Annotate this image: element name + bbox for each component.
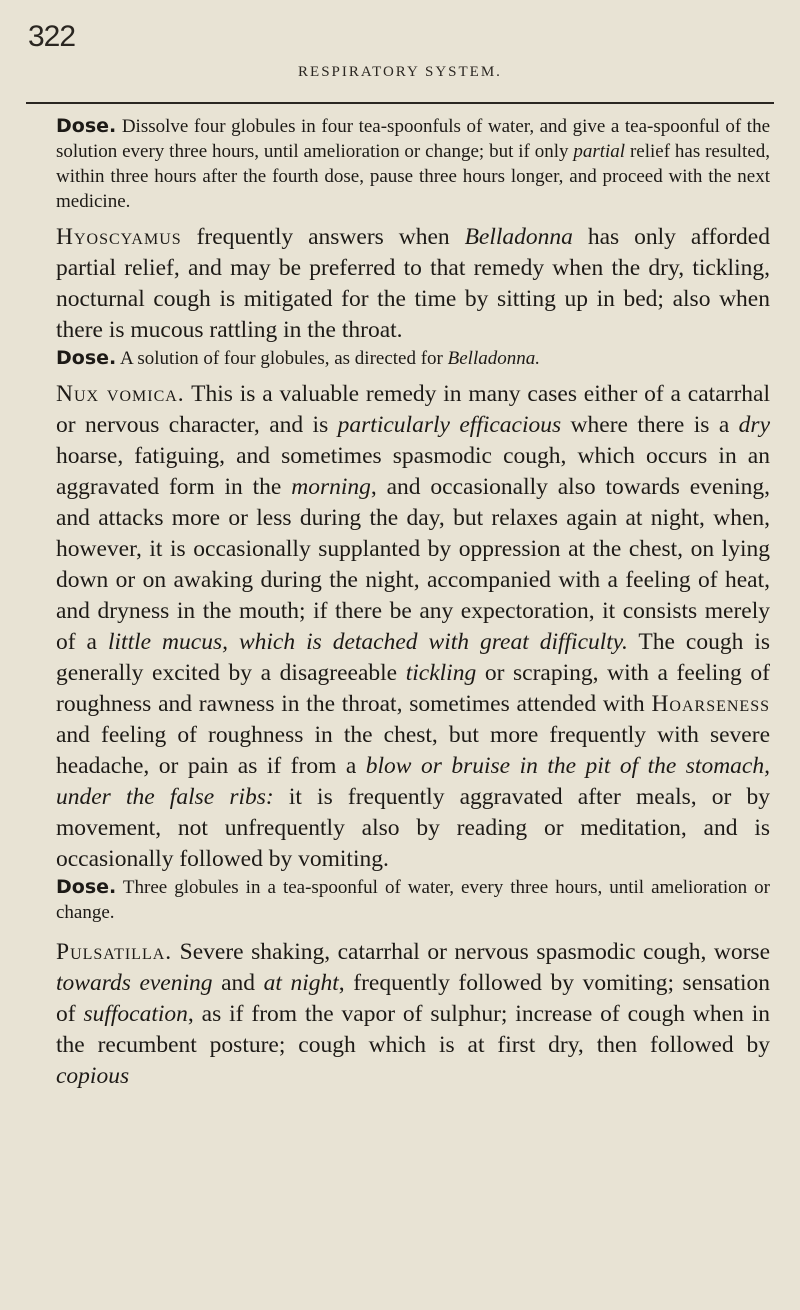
italic-run: little mucus, which is detached with great difficulty. xyxy=(107,629,628,655)
text-run: or scraping, with a feeling of roughness and rawness in the throat, sometimes attended with xyxy=(56,660,770,717)
italic-run: Belladonna. xyxy=(447,348,540,369)
remedy-paragraph-nux-vomica xyxy=(56,379,770,875)
remedy-paragraph-pulsatilla xyxy=(56,937,770,1092)
dose-label: Dose. xyxy=(56,115,117,137)
dose-paragraph-nux-vomica xyxy=(56,875,770,925)
text-run: , and occasionally also towards evening, and attacks more or less during the day, but relaxes again at night, when, however, it is occasionally supplanted by oppression at the chest, on lying down or on awaking during the night, accompanied with a feeling of heat, and dryness in the mouth; if there be any expectoration, it consists merely of a xyxy=(56,474,770,655)
header-rule xyxy=(26,102,774,104)
italic-run: blow or bruise in the pit of the stomach, under the false ribs: xyxy=(56,753,770,810)
dose-paragraph-belladonna xyxy=(56,114,770,214)
dose-label: Dose. xyxy=(56,347,117,369)
body-text xyxy=(56,114,770,1092)
italic-run: Belladonna xyxy=(464,224,573,250)
dose-paragraph-hyoscyamus xyxy=(56,346,770,371)
remedy-name: Pulsatilla. xyxy=(56,939,173,965)
italic-run: copious xyxy=(56,1063,130,1089)
text-run: relief has resulted, within three hours after the fourth dose, pause three hours longer, and proceed with the next medicine. xyxy=(56,141,770,212)
text-run: where there is a xyxy=(561,412,739,438)
text-run: it is frequently aggravated after meals, or by movement, not unfrequently also by reading or meditation, and is occasionally followed by vomiting. xyxy=(56,784,770,872)
text-run: has only afforded partial relief, and may be preferred to that remedy when the dry, tickling, nocturnal cough is mitigated for the time by sitting up in bed; also when there is mucous rattling in the throat. xyxy=(56,224,770,343)
page-number: 322 xyxy=(28,20,76,53)
text-run: , as if from the vapor of sulphur; increase of cough when in the recumbent posture; cough which is at first dry, then followed by xyxy=(56,1001,771,1058)
text-run: Dissolve four globules in four tea-spoonfuls of water, and give a tea-spoonful of the solution every three hours, until amelioration or change; but if only xyxy=(56,116,771,162)
text-run: Severe shaking, catarrhal or nervous spasmodic cough, worse xyxy=(172,939,770,965)
dose-label: Dose. xyxy=(56,876,117,898)
remedy-paragraph-hyoscyamus xyxy=(56,222,770,346)
text-run: A solution of four globules, as directed for xyxy=(116,348,448,369)
text-run: , frequently followed by vomiting; sensation of xyxy=(56,970,771,1027)
text-run: The cough is generally excited by a disagreeable xyxy=(56,629,770,686)
text-run: frequently answers when xyxy=(181,224,465,250)
remedy-name: Hyoscyamus xyxy=(56,224,182,250)
italic-run: partial xyxy=(573,141,626,162)
small-caps-run: Hoarseness xyxy=(651,691,770,717)
text-run: This is a valuable remedy in many cases either of a catarrhal or nervous character, and is xyxy=(56,381,770,438)
running-title: RESPIRATORY SYSTEM. xyxy=(298,64,502,80)
italic-run: towards evening xyxy=(56,970,213,996)
remedy-name: Nux vomica. xyxy=(56,381,185,407)
italic-run: dry xyxy=(738,412,770,438)
text-run: and xyxy=(212,970,264,996)
italic-run: particularly efficacious xyxy=(337,412,562,438)
italic-run: at night xyxy=(263,970,339,996)
italic-run: tickling xyxy=(405,660,477,686)
italic-run: suffocation xyxy=(83,1001,188,1027)
text-run: hoarse, fatiguing, and sometimes spasmodic cough, which occurs in an aggravated form in the xyxy=(56,443,770,500)
text-run: Three globules in a tea-spoonful of water, every three hours, until amelioration or change. xyxy=(56,877,770,923)
italic-run: morning xyxy=(291,474,371,500)
text-run: and feeling of roughness in the chest, but more frequently with severe headache, or pain as if from a xyxy=(56,722,770,779)
